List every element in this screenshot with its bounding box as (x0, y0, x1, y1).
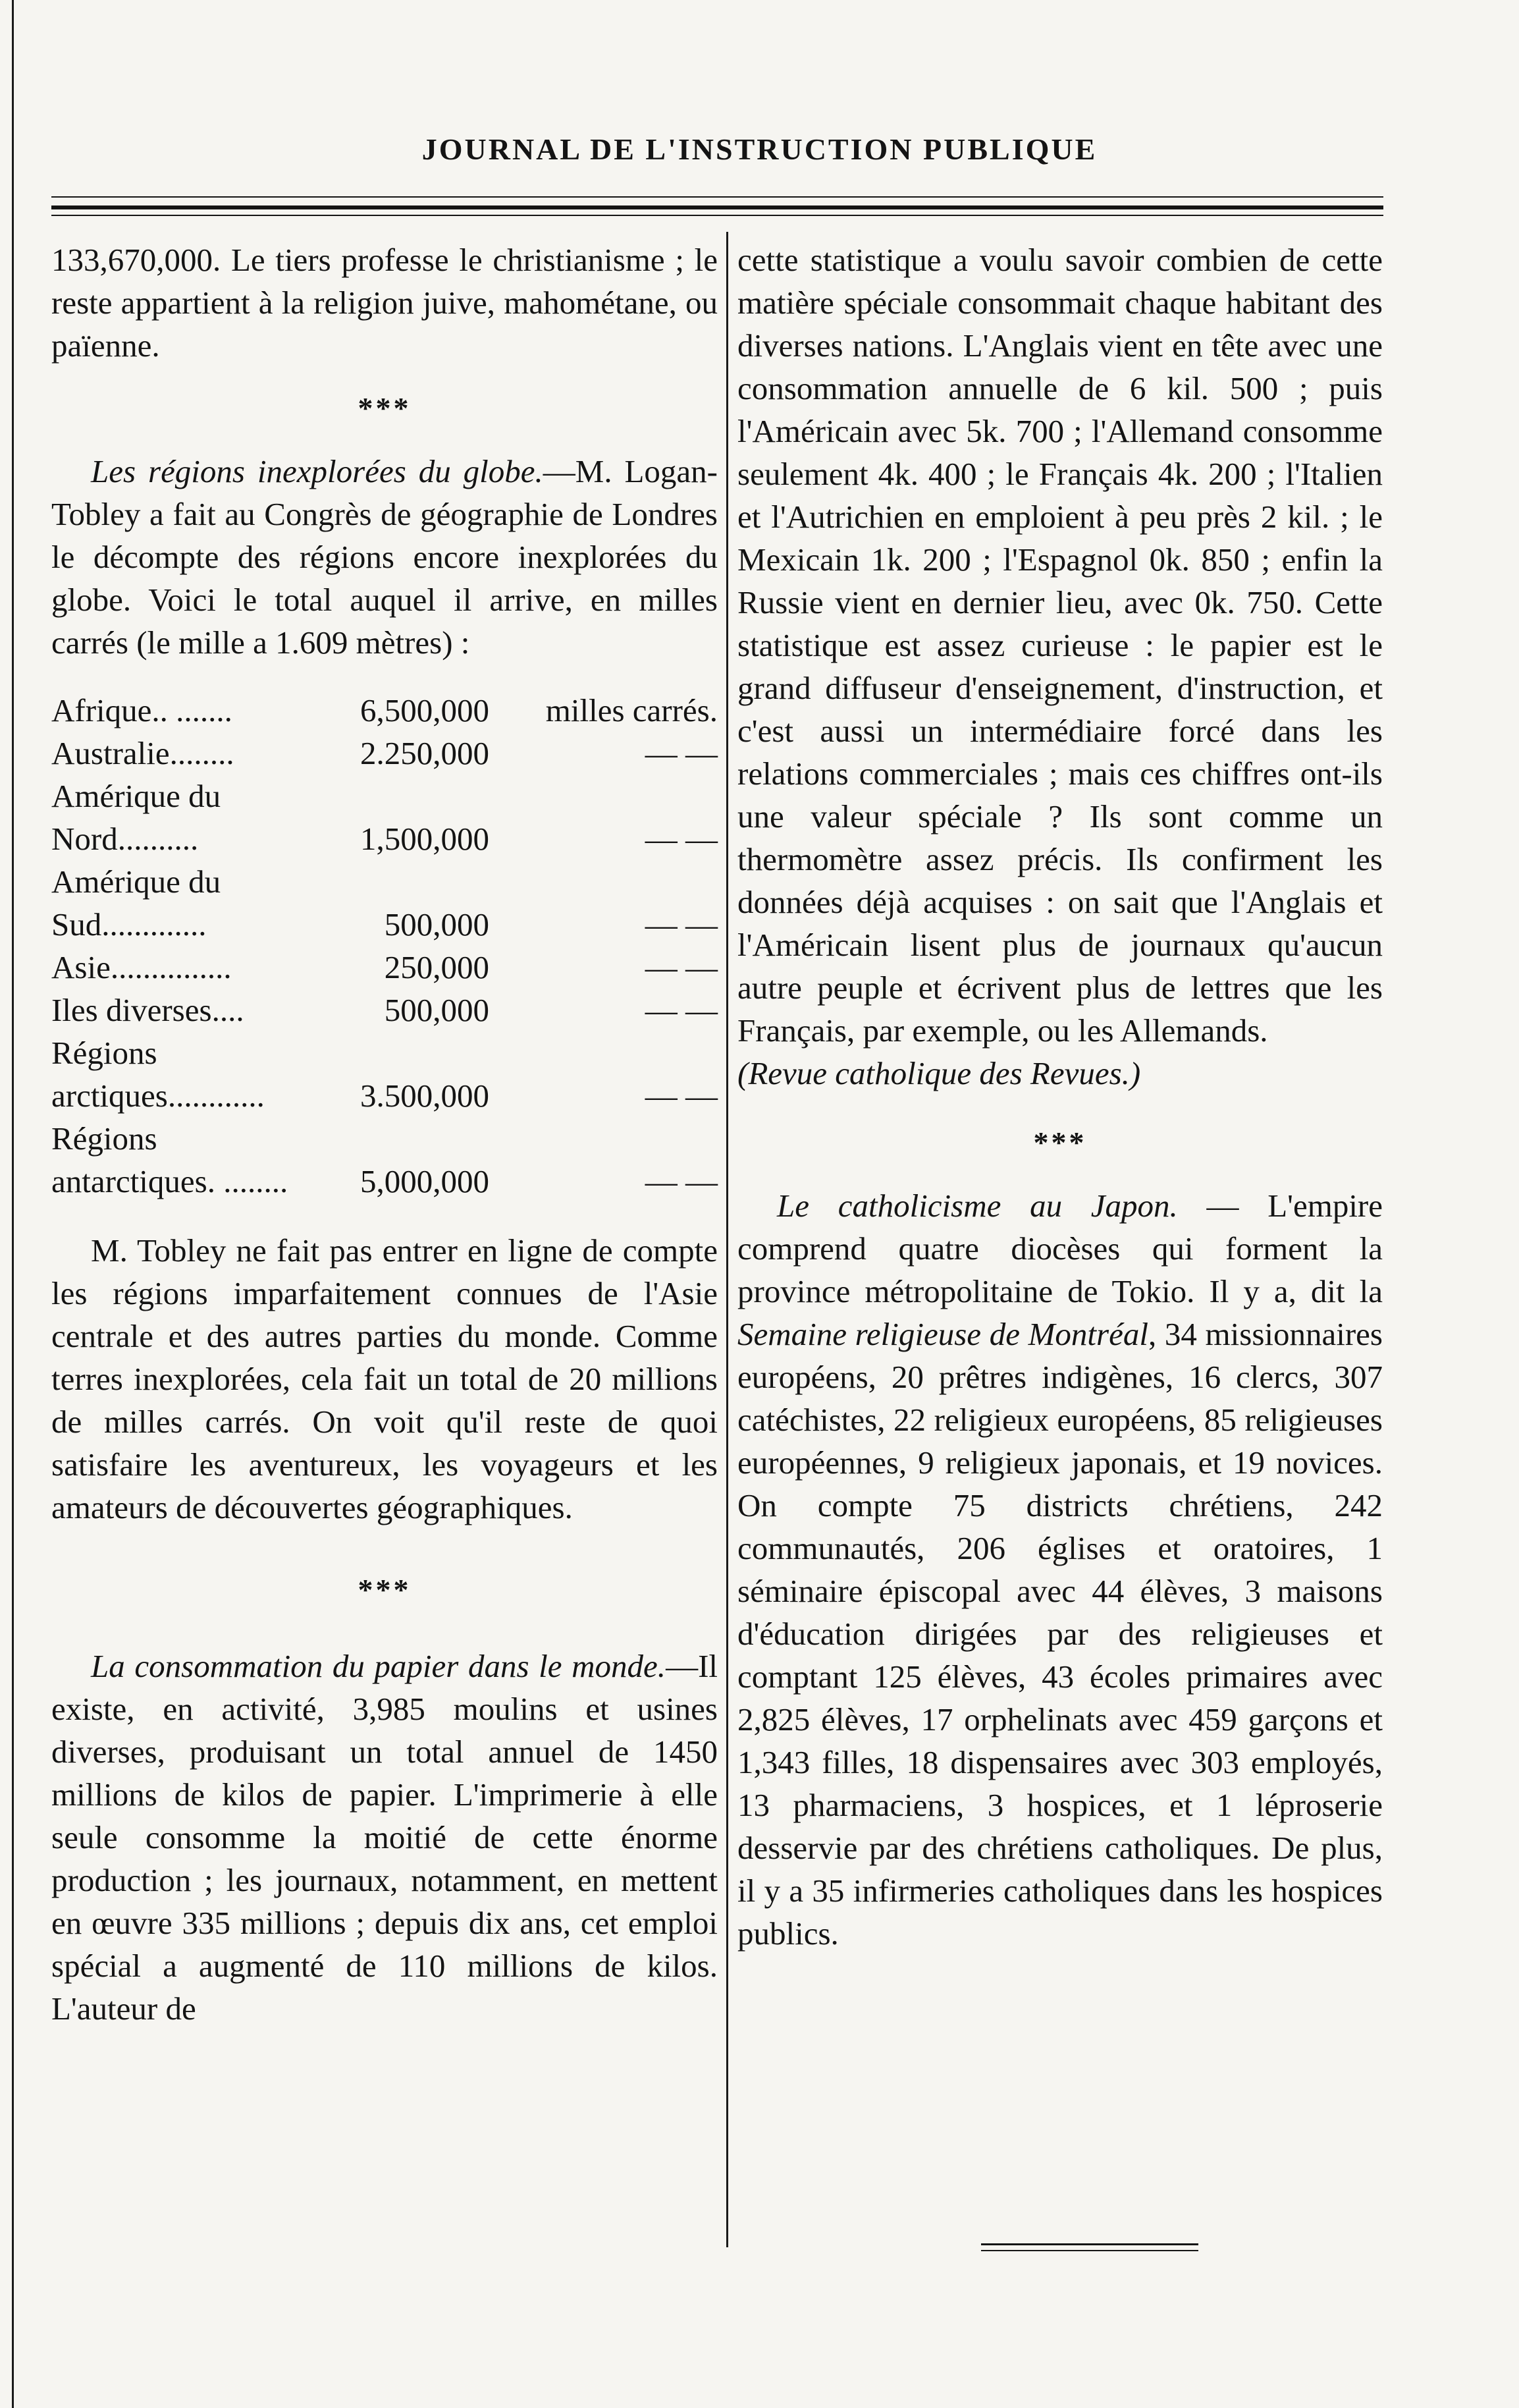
table-row (51, 1031, 718, 1117)
region-unit: — — (645, 992, 718, 1028)
header-rule-top (51, 196, 1383, 198)
japan-paragraph (737, 1184, 1383, 1955)
region-unit: — — (645, 1163, 718, 1199)
region-unit: — — (645, 1078, 718, 1114)
japan-text-1: — L'empire comprend quatre diocèses qui forment la province métropolitaine de Tokio. Il y a, dit la (737, 1188, 1383, 1309)
region-unit: milles carrés. (545, 692, 718, 728)
journal-title: JOURNAL DE L'INSTRUCTION PUBLIQUE (421, 132, 1098, 166)
region-area: 3.500,000 (360, 1078, 489, 1114)
header-rule-thick (51, 205, 1383, 209)
region-area: 5,000,000 (360, 1163, 489, 1199)
table-row (51, 689, 718, 732)
left-column (51, 238, 718, 2030)
region-area: 2.250,000 (360, 735, 489, 771)
paper-continued-paragraph: cette statistique a voulu savoir combien de cette matière spéciale consommait chaque habitant des diverses nations. L'Anglais vient en tête avec une consommation annuelle de 6 kil. 500 ; puis l'Américain avec 5k. 700 ; l'Allemand consomme seulement 4k. 400 ; le Français 4k. 200 ; l'Italien et l'Autrichien en emploient à peu près 2 kil. ; le Mexicain 1k. 200 ; l'Espagnol 0k. 850 ; enfin la Russie vient en dernier lieu, avec 0k. 750. Cette statistique est assez curieuse : le papier est le grand diffuseur d'enseignement, d'instruction, et c'est aussi un intermédiaire forcé dans les relations commerciales ; mais ces chiffres ont-ils une valeur spéciale ? Ils sont comme un thermomètre assez précis. Ils confirment les données déjà acquises : on sait que l'Anglais et l'Américain lisent plus de journaux qu'aucun autre peuple et écrivent plus de lettres que les Français, par exemple, ou les Allemands. (737, 242, 1383, 1049)
japan-text-2: , 34 missionnaires européens, 20 prêtres indigènes, 16 clercs, 307 catéchistes, 22 religieux européens, 85 religieuses européennes, 9 religieux japonais, et 19 novices. On compte 75 districts chrétiens, 242 communautés, 206 églises et oratoires, 1 séminaire épiscopal avec 44 élèves, 3 maisons d'éducation dirigées par des religieuses et comptant 125 élèves, 43 écoles primaires avec 2,825 élèves, 17 orphelinats avec 459 garçons et 1,343 filles, 18 dispensaires avec 303 employés, 13 pharmaciens, 3 hospices, et 1 léproserie desservie par des chrétiens catholiques. De plus, il y a 35 infirmeries catholiques dans les hospices publics. (737, 1316, 1383, 1952)
table-row (51, 946, 718, 989)
table-row (51, 989, 718, 1031)
region-name: Amérique du Nord.......... (51, 778, 221, 857)
table-row (51, 860, 718, 946)
region-area: 500,000 (384, 992, 489, 1028)
regions-title: Les régions inexplorées du globe. (91, 453, 543, 489)
region-name: Iles diverses.... (51, 992, 244, 1028)
paper-text: —Il existe, en activité, 3,985 moulins et usines diverses, produisant un total annuel de 1450 millions de kilos de papier. L'imprimerie à elle seule consomme la moitié de cette énorme production ; les journaux, notamment, en mettent en œuvre 335 millions ; depuis dix ans, cet emploi spécial a augmenté de 110 millions de kilos. L'auteur de (51, 1648, 718, 2027)
regions-table (51, 689, 718, 1203)
regions-paragraph (51, 450, 718, 664)
region-name: Régions arctiques............ (51, 1035, 265, 1114)
bottom-rule-top (981, 2243, 1198, 2245)
region-unit: — — (645, 821, 718, 857)
section-separator: *** (358, 391, 412, 425)
bottom-rule-bottom (981, 2250, 1198, 2251)
intro-paragraph: 133,670,000. Le tiers professe le christianisme ; le reste appartient à la religion juive, mahométane, ou païenne. (51, 242, 718, 364)
region-name: Afrique.. ....... (51, 692, 232, 728)
japan-title: Le catholicisme au Japon. (777, 1188, 1178, 1224)
region-name: Asie............... (51, 949, 232, 985)
column-divider (726, 232, 728, 2247)
regions-text: —M. Logan-Tobley a fait au Congrès de géographie de Londres le décompte des régions encore inexplorées du globe. Voici le total auquel il arrive, en milles carrés (le mille a 1.609 mètres) : (51, 453, 718, 661)
region-area: 500,000 (384, 906, 489, 943)
right-column (737, 238, 1383, 1955)
region-area: 6,500,000 (360, 692, 489, 728)
section-separator: *** (358, 1573, 412, 1606)
tobley-paragraph: M. Tobley ne fait pas entrer en ligne de compte les régions imparfaitement connues de l'Asie centrale et des autres parties du monde. Comme terres inexplorées, cela fait un total de 20 millions de milles carrés. On voit qu'il reste de quoi satisfaire les aventureux, les voyageurs et les amateurs de découvertes géographiques. (51, 1232, 718, 1525)
region-unit: — — (645, 735, 718, 771)
header-rule-bottom (51, 215, 1383, 216)
table-row (51, 732, 718, 775)
region-name: Amérique du Sud............. (51, 863, 221, 943)
page-edge (12, 0, 14, 2408)
japan-source-inline: Semaine religieuse de Montréal (737, 1316, 1148, 1352)
paper-paragraph (51, 1645, 718, 2030)
region-name: Régions antarctiques. ........ (51, 1120, 288, 1199)
region-name: Australie........ (51, 735, 234, 771)
section-separator: *** (1033, 1126, 1087, 1159)
region-area: 250,000 (384, 949, 489, 985)
table-row (51, 1117, 718, 1203)
region-unit: — — (645, 949, 718, 985)
region-area: 1,500,000 (360, 821, 489, 857)
table-row (51, 775, 718, 860)
paper-source: (Revue catholique des Revues.) (737, 1055, 1141, 1091)
paper-title: La consommation du papier dans le monde. (91, 1648, 666, 1684)
region-unit: — — (645, 906, 718, 943)
